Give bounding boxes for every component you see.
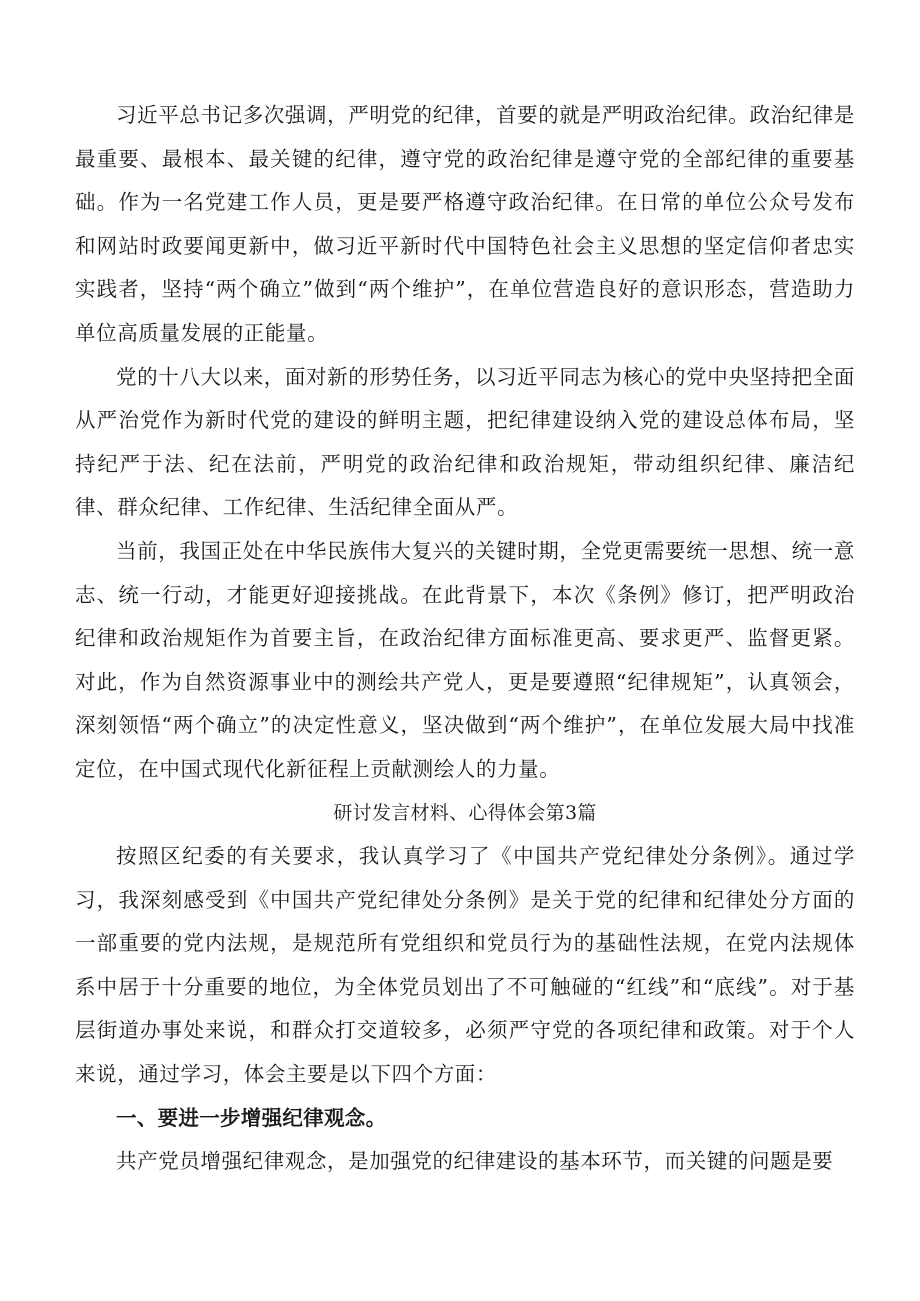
document-page (75, 94, 855, 1184)
subheading-discipline-concept: 一、要进一步增强纪律观念。 (116, 1105, 387, 1130)
paragraph-political-discipline: 习近平总书记多次强调，严明党的纪律，首要的就是严明政治纪律。政治纪律是最重要、最根本、最关键的纪律，遵守党的政治纪律是遵守党的全部纪律的重要基础。作为一名党建工作人员，更是要严格遵守政治纪律。在日常的单位公众号发布和网站时政要闻更新中，做习近平新时代中国特色社会主义思想的坚定信仰者忠实实践者，坚持“两个确立”做到“两个维护”，在单位营造良好的意识形态，营造助力单位高质量发展的正能量。 (75, 103, 855, 345)
section-title: 研讨发言材料、心得体会第3篇 (333, 801, 597, 824)
paragraph-party-members: 共产党员增强纪律观念，是加强党的纪律建设的基本环节，而关键的问题是要 (116, 1149, 834, 1174)
paragraph-study-regulations: 按照区纪委的有关要求，我认真学习了《中国共产党纪律处分条例》。通过学习，我深刻感受到《中国共产党纪律处分条例》是关于党的纪律和纪律处分方面的一部重要的党内法规，是规范所有党组织和党员行为的基础性法规，在党内法规体系中居于十分重要的地位，为全体党员划出了不可触碰的“红线”和“底线”。对于基层街道办事处来说，和群众打交道较多，必须严守党的各项纪律和政策。对于个人来说，通过学习，体会主要是以下四个方面： (75, 844, 855, 1087)
paragraph-eighteenth-congress: 党的十八大以来，面对新的形势任务，以习近平同志为核心的党中央坚持把全面从严治党作为新时代党的建设的鲜明主题，把纪律建设纳入党的建设总体布局，坚持纪严于法、纪在法前，严明党的政治纪律和政治规矩，带动组织纪律、廉洁纪律、群众纪律、工作纪律、生活纪律全面从严。 (75, 364, 855, 520)
paragraph-current-period: 当前，我国正处在中华民族伟大复兴的关键时期，全党更需要统一思想、统一意志、统一行动，才能更好迎接挑战。在此背景下，本次《条例》修订，把严明政治纪律和政治规矩作为首要主旨，在政治纪律方面标准更高、要求更严、监督更紧。对此，作为自然资源事业中的测绘共产党人，更是要遵照“纪律规矩”，认真领会，深刻领悟“两个确立”的决定性意义，坚决做到“两个维护”，在单位发展大局中找准定位，在中国式现代化新征程上贡献测绘人的力量。 (75, 538, 855, 781)
